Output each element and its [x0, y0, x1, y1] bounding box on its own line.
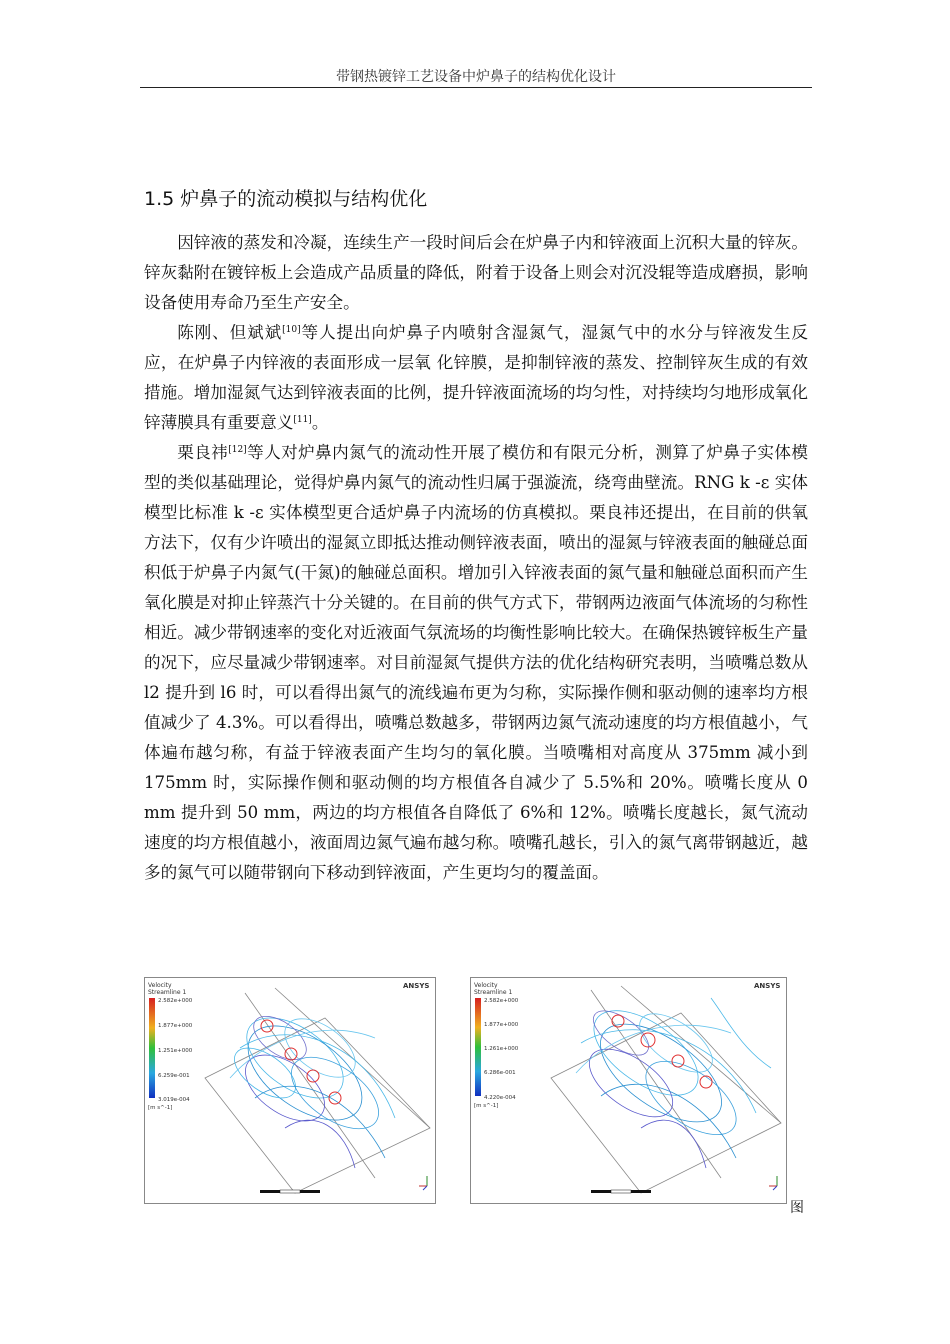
- axis-triad-icon: [419, 1176, 427, 1190]
- figure-caption-fragment: 图: [790, 1200, 804, 1216]
- legend-value: 6.259e-001: [158, 1073, 190, 1079]
- scale-bar: [260, 1190, 320, 1193]
- ansys-logo: ANSYS: [403, 982, 430, 990]
- legend-subtitle: Streamline 1: [474, 989, 513, 996]
- paragraph-2-text: 等人提出向炉鼻子内喷射含湿氮气，湿氮气中的水分与锌液发生反应，在炉鼻子内锌液的表面形成一层氧 化锌膜，是抑制锌液的蒸发、控制锌灰生成的有效措施。增加湿氮气达到锌液表面的比例，提升锌液面流场的均匀性，对持续均匀地形成氧化锌薄膜具有重要意义: [144, 323, 809, 432]
- legend-value: 2.582e+000: [158, 998, 193, 1004]
- legend-value: 3.019e-004: [158, 1097, 190, 1103]
- legend-color-bar: [149, 998, 155, 1098]
- streamline-figure-right: [470, 977, 787, 1204]
- paragraph-3-text: 等人对炉鼻内氮气的流动性开展了模仿和有限元分析，测算了炉鼻子实体模型的类似基础理论，觉得炉鼻内氮气的流动性归属于强漩流，绕弯曲壁流。RNG k -ε 实体模型比标准 k -ε 实体模型更合适炉鼻子内流场的仿真模拟。栗良祎还提出，在目前的供氧方法下，仅有少许喷出的湿氮立即抵达推动侧锌液表面，喷出的湿氮与锌液表面的触碰总面积低于炉鼻子内氮气(干氮)的触碰总面积。增加引入锌液表面的氮气量和触碰总面积而产生氧化膜是对抑止锌蒸汽十分关键的。在目前的供气方式下，带钢两边液面气体流场的匀称性相近。减少带钢速率的变化对近液面气氛流场的均衡性影响比较大。在确保热镀锌板生产量的况下，应尽量减少带钢速率。对目前湿氮气提供方法的优化结构研究表明，当喷嘴总数从 l2 提升到 l6 时，可以看得出氮气的流线遍布更为匀称，实际操作侧和驱动侧的速率均方根值减少了 4.3%。可以看得出，喷嘴总数越多，带钢两边氮气流动速度的均方根值越小，气体遍布越匀称，有益于锌液表面产生均匀的氧化膜。当喷嘴相对高度从 375mm 减小到 175mm 时，实际操作侧和驱动侧的均方根值各自减少了 5.5%和 20%。喷嘴长度从 0 mm 提升到 50 mm，两边的均方根值各自降低了 6%和 12%。喷嘴长度越长，氮气流动速度的均方根值越小，液面周边氮气遍布越匀称。喷嘴孔越长，引入的氮气离带钢越近，越多的氮气可以随带钢向下移动到锌液面，产生更均匀的覆盖面。: [144, 443, 809, 882]
- streamlines: [576, 994, 771, 1168]
- axis-triad-icon: [769, 1176, 777, 1190]
- paragraph-1: [144, 228, 808, 318]
- legend-subtitle: Streamline 1: [148, 989, 187, 996]
- citation-12: [12]: [228, 445, 247, 455]
- paragraph-3-text: 栗良祎: [177, 443, 229, 462]
- body-text: [144, 228, 808, 888]
- legend-value: 4.220e-004: [484, 1095, 516, 1101]
- legend-value: 6.286e-001: [484, 1070, 516, 1076]
- paragraph-2: [144, 318, 808, 438]
- paragraph-1-text: 因锌液的蒸发和冷凝，连续生产一段时间后会在炉鼻子内和锌液面上沉积大量的锌灰。锌灰黏附在镀锌板上会造成产品质量的降低，附着于设备上则会对沉没辊等造成磨损，影响设备使用寿命乃至生产安全。: [144, 233, 808, 312]
- legend-value: 2.582e+000: [484, 998, 519, 1004]
- legend-unit: [m s^-1]: [474, 1103, 499, 1109]
- running-header: 带钢热镀锌工艺设备中炉鼻子的结构优化设计: [336, 69, 616, 85]
- paragraph-2-text: 陈刚、但斌斌: [177, 323, 283, 342]
- paragraph-3: [144, 438, 808, 888]
- legend-unit: [m s^-1]: [148, 1105, 173, 1111]
- legend-value: 1.877e+000: [158, 1023, 193, 1029]
- citation-11: [11]: [293, 415, 312, 425]
- legend-value: 1.251e+000: [158, 1048, 193, 1054]
- streamlines: [226, 1002, 395, 1168]
- header-rule: [140, 87, 812, 88]
- citation-10: [10]: [282, 325, 301, 335]
- streamline-figure-left: [144, 977, 436, 1204]
- legend-title: Velocity: [474, 982, 498, 989]
- legend-value: 1.877e+000: [484, 1022, 519, 1028]
- geometry-outline: [205, 988, 430, 1193]
- section-title: 1.5 炉鼻子的流动模拟与结构优化: [144, 188, 428, 210]
- paragraph-2-text: 。: [311, 413, 329, 432]
- ansys-logo: ANSYS: [754, 982, 781, 990]
- legend-color-bar: [475, 998, 481, 1096]
- legend-value: 1.261e+000: [484, 1046, 519, 1052]
- streamline-plot-right: [471, 978, 786, 1203]
- legend-title: Velocity: [148, 982, 172, 989]
- streamline-plot-left: [145, 978, 435, 1203]
- scale-bar: [591, 1190, 651, 1193]
